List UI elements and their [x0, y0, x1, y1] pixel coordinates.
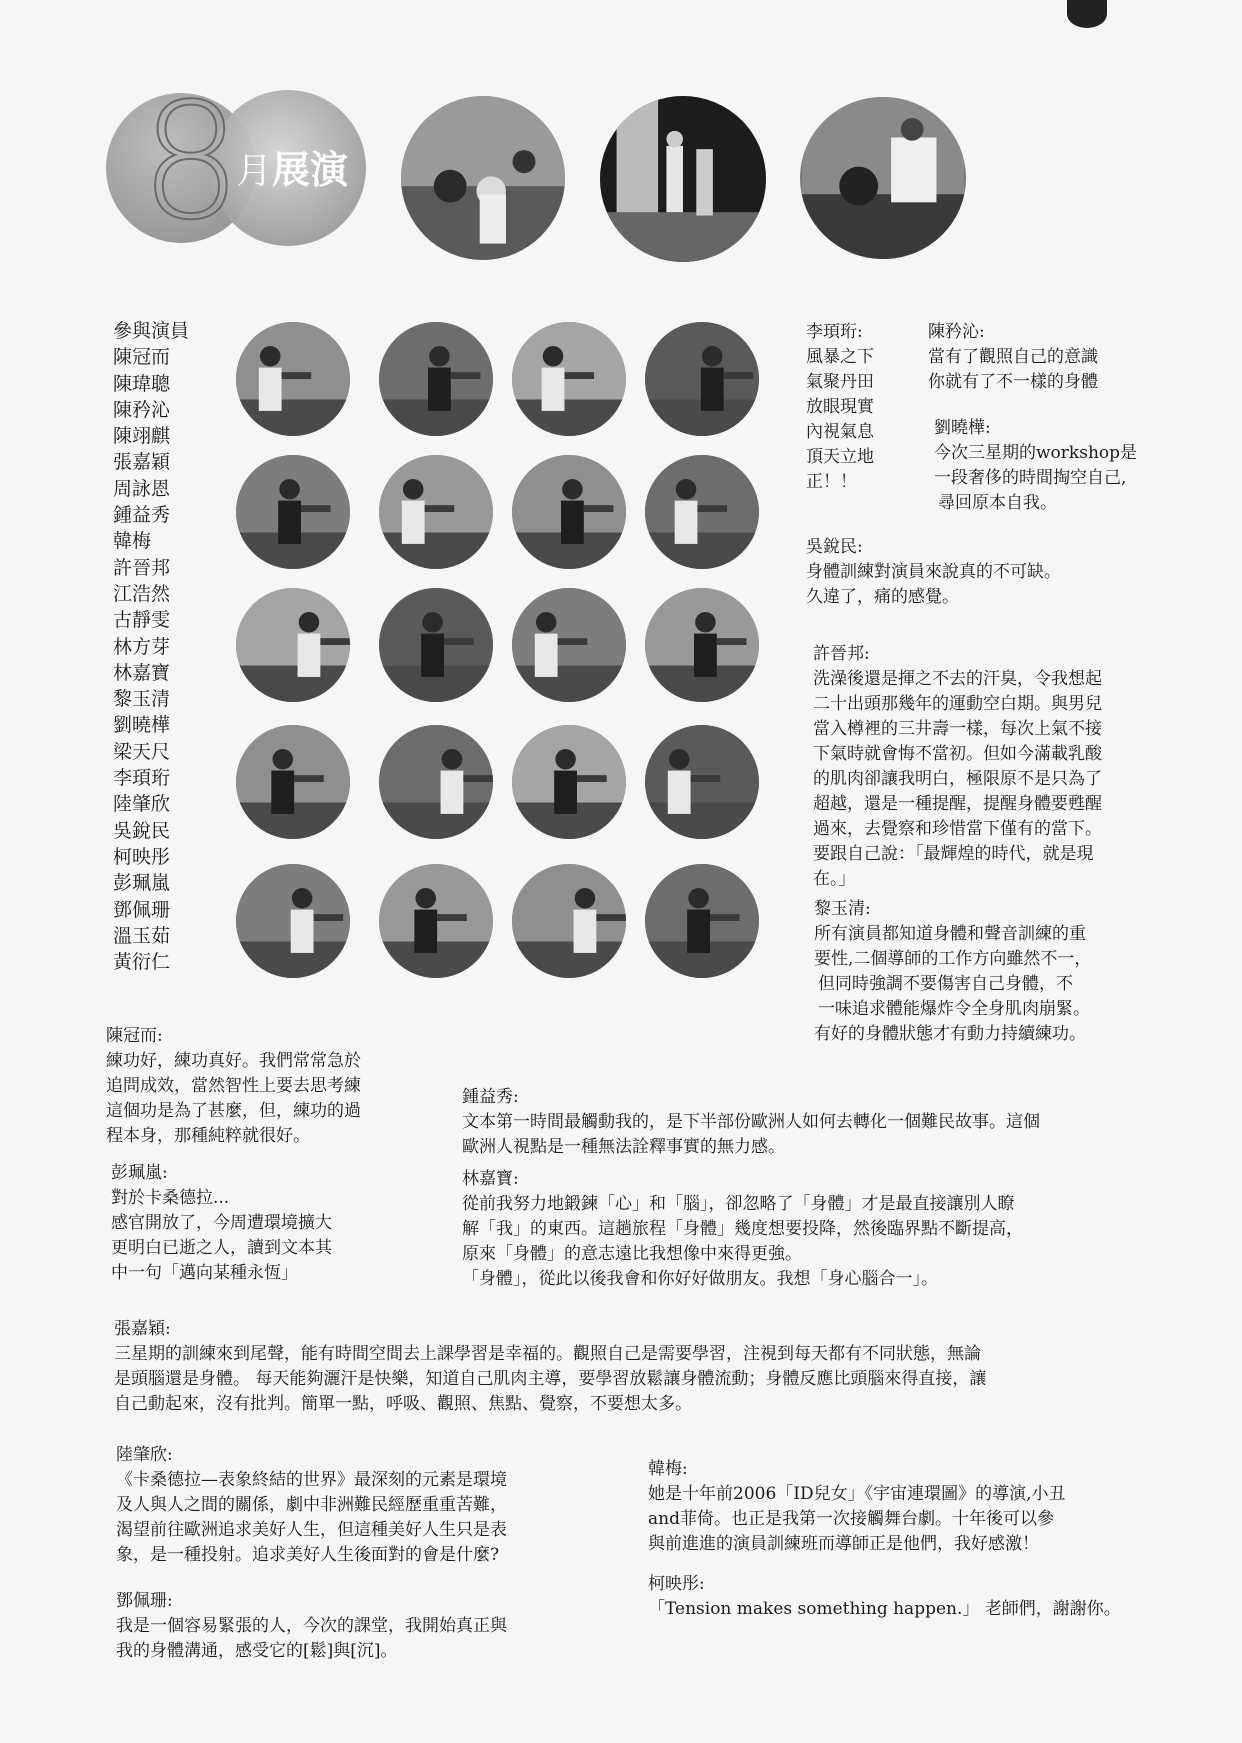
grid-photo: [236, 864, 350, 978]
grid-photo: [236, 322, 350, 436]
quote-line: 風暴之下: [806, 347, 874, 367]
quote-author: 張嘉穎:: [114, 1319, 171, 1339]
grid-photo: [379, 322, 493, 436]
quote-line: 自己動起來，沒有批判。簡單一點，呼吸、觀照、焦點、覺察，不要想太多。: [114, 1394, 692, 1414]
quote-line: 中一句「邁向某種永恆」: [111, 1263, 298, 1283]
cast-name: 陸肇欣: [113, 793, 171, 816]
cast-name: 林嘉寶: [113, 661, 171, 684]
quote-zhang: [114, 1317, 1174, 1417]
quote-line: 所有演員都知道身體和聲音訓練的重: [814, 924, 1086, 944]
cast-name: 李頊珩: [113, 767, 171, 790]
grid-photo: [236, 455, 350, 569]
cast-list: [113, 318, 189, 975]
quote-line: 你就有了不一樣的身體: [928, 372, 1098, 392]
quote-line: 《卡桑德拉—表象終結的世界》最深刻的元素是環境: [116, 1470, 507, 1490]
header-photo-2: [600, 96, 766, 262]
cast-name: 劉曉樺: [113, 714, 171, 737]
cast-name: 陳冠而: [113, 346, 171, 369]
quote-author: 李頊珩:: [806, 322, 863, 342]
quote-line: 「Tension makes something happen.」 老師們，謝謝你。: [648, 1599, 1121, 1619]
grid-photo: [236, 588, 350, 702]
quote-lu: [116, 1443, 596, 1568]
quote-chen-g: [106, 1024, 426, 1149]
cast-name: 陳瑋聰: [113, 372, 171, 395]
quote-line: 原來「身體」的意志遠比我想像中來得更強。: [462, 1244, 802, 1264]
quote-line: 在。」: [813, 869, 856, 889]
cast-name: 柯映彤: [113, 845, 171, 868]
quote-author: 鍾益秀:: [462, 1087, 519, 1107]
quote-author: 柯映彤:: [648, 1574, 705, 1594]
grid-photo: [379, 725, 493, 839]
quote-chen-q: [928, 320, 1188, 395]
quote-line: 身體訓練對演員來說真的不可缺。: [806, 562, 1061, 582]
quote-line: 與前進進的演員訓練班而導師正是他們，我好感激！: [648, 1534, 1039, 1554]
quote-zhong: [462, 1085, 1202, 1160]
grid-photo: [512, 455, 626, 569]
quote-hui: [813, 642, 1173, 892]
cast-name: 黎玉清: [113, 688, 171, 711]
quote-line: 要跟自己說：「最輝煌的時代，就是現: [813, 844, 1094, 864]
cast-name: 張嘉穎: [113, 451, 171, 474]
quote-line: 氣聚丹田: [806, 372, 874, 392]
quote-line: 有好的身體狀態才有動力持續練功。: [814, 1024, 1086, 1044]
grid-photo: [379, 864, 493, 978]
cast-name: 周詠恩: [113, 477, 171, 500]
quote-peng: [111, 1161, 431, 1286]
cast-name: 彭珮嵐: [113, 872, 171, 895]
grid-photo: [645, 725, 759, 839]
cast-name: 許晉邦: [113, 556, 171, 579]
quote-line: 歐洲人視點是一種無法詮釋事實的無力感。: [462, 1137, 785, 1157]
quote-author: 劉曉樺:: [934, 418, 991, 438]
cast-name: 溫玉茹: [113, 924, 171, 947]
grid-photo: [512, 588, 626, 702]
ink-mark: [1067, 0, 1107, 28]
cast-heading: 參與演員: [113, 320, 190, 342]
quote-line: 文本第一時間最觸動我的，是下半部份歐洲人如何去轉化一個難民故事。這個: [462, 1112, 1040, 1132]
cast-name: 江浩然: [113, 582, 171, 605]
quote-line: 當入樽裡的三井壽一樣，每次上氣不接: [813, 719, 1102, 739]
quote-line: 久違了，痛的感覺。: [806, 587, 959, 607]
quote-line: 內視氣息: [806, 422, 874, 442]
cast-name: 韓梅: [113, 530, 152, 553]
quote-author: 吳銳民:: [806, 537, 863, 557]
quote-line: 但同時強調不要傷害自己身體，不: [818, 974, 1073, 994]
quote-line: 她是十年前2006「ID兒女」《宇宙連環圖》的導演,小丑: [648, 1484, 1066, 1504]
quote-author: 鄧佩珊:: [116, 1591, 173, 1611]
quote-lin: [462, 1167, 1202, 1292]
quote-line: 程本身，那種純粹就很好。: [106, 1126, 310, 1146]
month-digit: 8: [140, 68, 242, 255]
quote-line: 我的身體溝通，感受它的[鬆]與[沉]。: [116, 1641, 398, 1661]
quote-line: 的肌肉卻讓我明白，極限原不是只為了: [813, 769, 1102, 789]
cast-name: 陳矜沁: [113, 398, 171, 421]
cast-name: 鍾益秀: [113, 504, 171, 527]
quote-line: 感官開放了，今周遭環境擴大: [111, 1213, 332, 1233]
quote-line: 當有了觀照自己的意識: [928, 347, 1098, 367]
quote-line: 練功好，練功真好。我們常常急於: [106, 1051, 361, 1071]
grid-photo: [645, 864, 759, 978]
quote-author: 黎玉清:: [814, 899, 871, 919]
quote-author: 林嘉寶:: [462, 1169, 519, 1189]
quote-line: and菲倚。也正是我第一次接觸舞台劇。十年後可以參: [648, 1509, 1054, 1529]
quote-line: 「身體」，從此以後我會和你好好做朋友。我想「身心腦合一」。: [462, 1269, 938, 1289]
quote-line: 過來，去覺察和珍惜當下僅有的當下。: [813, 819, 1102, 839]
cast-name: 古靜雯: [113, 609, 171, 632]
quote-line: 今次三星期的workshop是: [934, 443, 1138, 463]
quote-deng: [116, 1589, 596, 1664]
quote-line: 三星期的訓練來到尾聲，能有時間空間去上課學習是幸福的。觀照自己是需要學習，注視到每天都有不同狀態，無論: [114, 1344, 981, 1364]
quote-line: 解「我」的東西。這趟旅程「身體」幾度想要投降，然後臨界點不斷提高，: [462, 1219, 1023, 1239]
quote-line: 我是一個容易緊張的人，今次的課堂，我開始真正與: [116, 1616, 507, 1636]
quote-author: 陳矜沁:: [928, 322, 985, 342]
quote-line: 洗澡後還是揮之不去的汗臭，令我想起: [813, 669, 1102, 689]
quote-liu: [934, 416, 1204, 516]
cast-name: 吳銳民: [113, 819, 171, 842]
quote-line: 追問成效，當然智性上要去思考練: [106, 1076, 361, 1096]
quote-wu: [806, 535, 1146, 610]
title-main: 展演: [272, 148, 349, 192]
quote-han: [648, 1457, 1168, 1557]
quote-line: 渴望前往歐洲追求美好人生，但這種美好人生只是表: [116, 1520, 507, 1540]
grid-photo: [645, 455, 759, 569]
grid-photo: [512, 864, 626, 978]
quote-author: 許晉邦:: [813, 644, 870, 664]
header-photo-1: [401, 96, 565, 260]
quote-ke: [648, 1572, 1188, 1622]
grid-photo: [379, 455, 493, 569]
quote-line: 及人與人之間的關係，劇中非洲難民經歷重重苦難，: [116, 1495, 507, 1515]
grid-photo: [512, 322, 626, 436]
quote-line: 一味追求體能爆炸令全身肌肉崩緊。: [818, 999, 1090, 1019]
quote-lai: [814, 897, 1174, 1047]
quote-line: 對於卡桑德拉...: [111, 1188, 230, 1208]
quote-line: 正！！: [806, 472, 857, 492]
cast-name: 梁天尺: [113, 740, 171, 763]
grid-photo: [236, 725, 350, 839]
quote-line: 這個功是為了甚麼，但，練功的過: [106, 1101, 361, 1121]
title-prefix: 月: [236, 151, 273, 192]
quote-line: 是頭腦還是身體。 每天能夠灑汗是快樂，知道自己肌肉主導，要學習放鬆讓身體流動；身體反應比頭腦來得直接，讓: [114, 1369, 987, 1389]
quote-line: 一段奢侈的時間掏空自己,: [934, 468, 1127, 488]
grid-photo: [379, 588, 493, 702]
page-title: [236, 148, 348, 200]
grid-photo: [645, 322, 759, 436]
quote-author: 彭珮嵐:: [111, 1163, 168, 1183]
cast-name: 林方芽: [113, 635, 171, 658]
quote-line: 從前我努力地鍛鍊「心」和「腦」，卻忽略了「身體」才是最直接讓別人瞭: [462, 1194, 1015, 1214]
quote-author: 韓梅:: [648, 1459, 688, 1479]
quote-author: 陸肇欣:: [116, 1445, 173, 1465]
grid-photo: [645, 588, 759, 702]
cast-name: 黃衍仁: [113, 951, 171, 974]
grid-photo: [512, 725, 626, 839]
quote-line: 更明白已逝之人，讀到文本其: [111, 1238, 332, 1258]
cast-name: 鄧佩珊: [113, 898, 171, 921]
quote-line: 頂天立地: [806, 447, 874, 467]
cast-name: 陳翊麒: [113, 425, 171, 448]
quote-line: 放眼現實: [806, 397, 874, 417]
quote-line: 二十出頭那幾年的運動空白期。與男兒: [813, 694, 1102, 714]
quote-line: 要性,二個導師的工作方向雖然不一，: [814, 949, 1092, 969]
quote-li: [806, 320, 916, 495]
quote-line: 下氣時就會悔不當初。但如今滿載乳酸: [813, 744, 1102, 764]
header-photo-3: [800, 97, 966, 259]
quote-line: 尋回原本自我。: [938, 493, 1057, 513]
quote-line: 象，是一種投射。追求美好人生後面對的會是什麼?: [116, 1545, 500, 1565]
quote-line: 超越，還是一種提醒，提醒身體要甦醒: [813, 794, 1102, 814]
quote-author: 陳冠而:: [106, 1026, 163, 1046]
